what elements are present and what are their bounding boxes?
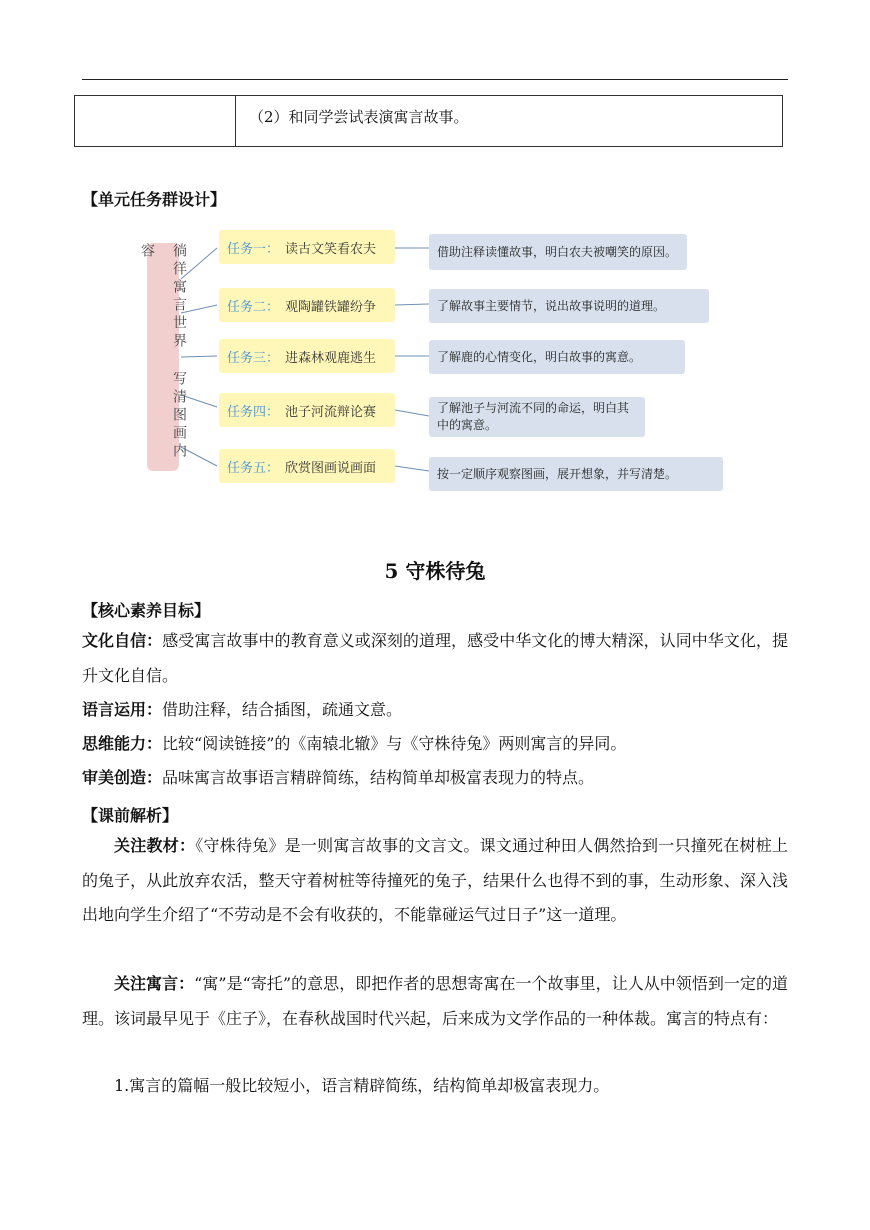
table-right-cell: （2）和同学尝试表演寓言故事。 (249, 108, 469, 126)
task-desc-5: 按一定顺序观察图画，展开想象，并写清楚。 (429, 457, 723, 491)
pre-paragraph-textbook (82, 829, 788, 933)
core-paragraph-thinking (82, 727, 788, 762)
task-group-heading: 【单元任务群设计】 (82, 190, 227, 209)
task-name: 观陶罐铁罐纷争 (285, 299, 377, 315)
task-label: 任务四： (227, 404, 280, 420)
pre-text: 《守株待兔》是一则寓言故事的文言文。课文通过种田人偶然拾到一只撞死在树桩上的兔子，从此放弃农活，整天守着树桩等待撞死的兔子，结果什么也得不到的事，生动形象、深入浅出地向学生介绍了“不劳动是不会有收获的，不能靠碰运气过日子”这一道理。 (82, 836, 788, 924)
core-text: 感受寓言故事中的教育意义或深刻的道理，感受中华文化的博大精深，认同中华文化，提升文化自信。 (82, 631, 788, 685)
top-rule (82, 79, 788, 80)
objectives-table (74, 95, 783, 147)
lesson-title: 5 守株待兔 (384, 559, 486, 583)
task-name: 读古文笑看农夫 (285, 241, 377, 257)
core-paragraph-language (82, 693, 788, 728)
table-left-cell (75, 96, 236, 146)
task-name: 进森林观鹿逃生 (285, 350, 377, 366)
pre-label: 关注教材： (114, 836, 196, 855)
task-name: 池子河流辩论赛 (285, 404, 377, 420)
core-label: 审美创造： (82, 768, 163, 787)
task-desc-2: 了解故事主要情节，说出故事说明的道理。 (429, 289, 709, 323)
pre-paragraph-fable (82, 967, 788, 1036)
task-label: 任务三： (227, 350, 280, 366)
core-text: 比较“阅读链接”的《南辕北辙》与《守株待兔》两则寓言的异同。 (162, 734, 627, 753)
pre-label: 关注寓言： (114, 974, 195, 993)
task-label: 任务二： (227, 299, 280, 315)
core-text: 品味寓言故事语言精辟简练，结构简单却极富表现力的特点。 (162, 768, 595, 787)
core-text: 借助注释，结合插图，疏通文意。 (162, 700, 403, 719)
task-box-1 (219, 230, 395, 264)
core-paragraph-culture (82, 624, 788, 693)
task-box-2 (219, 288, 395, 322)
task-label: 任务五： (227, 460, 280, 476)
task-box-5 (219, 449, 395, 483)
core-label: 文化自信： (82, 631, 163, 650)
pre-text: “寓”是“寄托”的意思，即把作者的思想寄寓在一个故事里，让人从中领悟到一定的道理。该词最早见于《庄子》，在春秋战国时代兴起，后来成为文学作品的一种体裁。寓言的特点有： (82, 974, 788, 1028)
diagram-root-label: 徜徉寓言世界 写清图画内容 (147, 243, 179, 471)
task-desc-3: 了解鹿的心情变化，明白故事的寓意。 (429, 340, 685, 374)
core-heading: 【核心素养目标】 (82, 601, 211, 620)
task-box-4 (219, 393, 395, 427)
list-item: 1.寓言的篇幅一般比较短小，语言精辟简练，结构简单却极富表现力。 (114, 1076, 610, 1095)
task-box-3 (219, 339, 395, 373)
task-name: 欣赏图画说画面 (285, 460, 377, 476)
core-label: 语言运用： (82, 700, 163, 719)
pre-analysis-heading: 【课前解析】 (82, 806, 179, 825)
task-desc-1: 借助注释读懂故事，明白农夫被嘲笑的原因。 (429, 234, 687, 270)
core-paragraph-aesthetic (82, 761, 788, 796)
core-label: 思维能力： (82, 734, 163, 753)
task-desc-4: 了解池子与河流不同的命运，明白其中的寓意。 (429, 397, 645, 437)
task-label: 任务一： (227, 241, 280, 257)
